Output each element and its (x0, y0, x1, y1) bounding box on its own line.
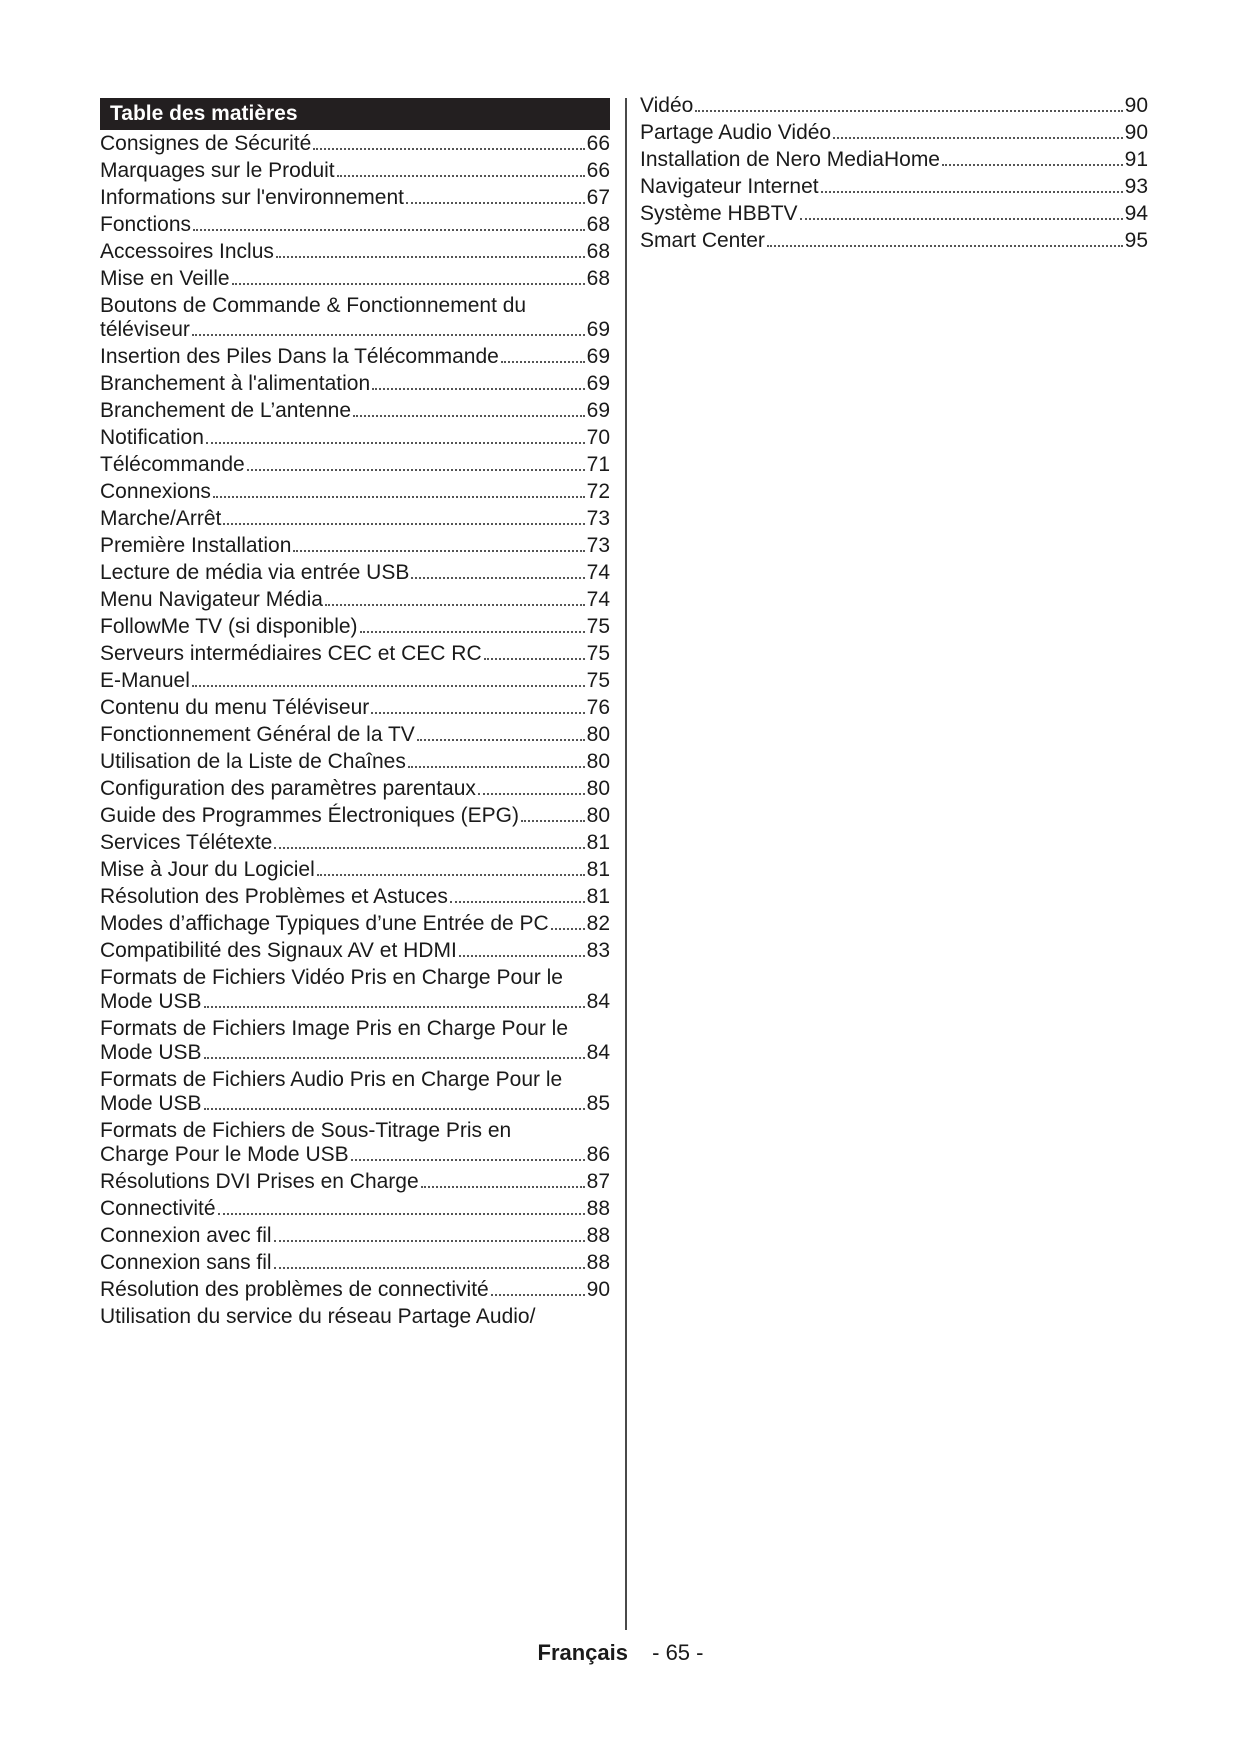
footer-page-number: - 65 - (652, 1640, 704, 1665)
toc-entry-leader-dots (247, 469, 585, 471)
toc-entry-leader-dots (417, 739, 585, 741)
toc-entry-leader-dots (767, 245, 1123, 247)
toc-entry-label: Fonctions (100, 212, 192, 236)
toc-entry-page: 68 (586, 212, 610, 236)
toc-entry-page: 88 (586, 1196, 610, 1220)
toc-entry (100, 343, 610, 370)
toc-entry-line (100, 615, 610, 639)
toc-entry-line (640, 229, 1148, 253)
toc-entry-line (100, 1143, 610, 1167)
toc-entry-leader-dots (942, 164, 1123, 166)
toc-entry-label: Connexion sans fil (100, 1250, 272, 1274)
toc-entry-line (100, 159, 610, 183)
toc-entry-label: Lecture de média via entrée USB (100, 560, 410, 584)
toc-entry-leader-dots (450, 901, 585, 903)
toc-entry (100, 532, 610, 559)
toc-entry-line (100, 912, 610, 936)
toc-entry-page: 73 (586, 506, 610, 530)
toc-entry-leader-dots (206, 442, 585, 444)
toc-entry-page: 80 (586, 776, 610, 800)
toc-entry-leader-dots (833, 137, 1123, 139)
toc-entry-page: 88 (586, 1250, 610, 1274)
toc-entry-label: Guide des Programmes Électroniques (EPG) (100, 803, 520, 827)
toc-entry-line (100, 750, 610, 774)
toc-entry-page: 90 (1124, 93, 1148, 117)
toc-entry-label: Marquages sur le Produit (100, 158, 335, 182)
toc-entry (100, 937, 610, 964)
toc-entry-line (100, 426, 610, 450)
toc-entry (100, 424, 610, 451)
page-footer (0, 1640, 1241, 1666)
toc-entry (100, 157, 610, 184)
toc-entry (100, 883, 610, 910)
toc-entry-line (100, 240, 610, 264)
toc-entry-page: 66 (586, 131, 610, 155)
toc-entry-label: Modes d’affichage Typiques d’une Entrée de PC (100, 911, 549, 935)
toc-entry-page: 67 (586, 185, 610, 209)
toc-entry-leader-dots (276, 256, 585, 258)
toc-entry (100, 370, 610, 397)
toc-entry-label: Mise à Jour du Logiciel (100, 857, 315, 881)
toc-entry-line (100, 318, 610, 342)
toc-entry-page: 70 (586, 425, 610, 449)
toc-left-column (100, 98, 610, 1330)
toc-entry (100, 1195, 610, 1222)
toc-entry-label: Mode USB (100, 1040, 202, 1064)
toc-entry-line (640, 121, 1148, 145)
toc-entry (640, 227, 1148, 254)
toc-entry-leader-dots (274, 1240, 585, 1242)
toc-entry-page: 68 (586, 239, 610, 263)
toc-entry-label: Navigateur Internet (640, 174, 819, 198)
toc-entry-leader-dots (551, 928, 585, 930)
toc-entry-page: 85 (586, 1091, 610, 1115)
toc-entry (100, 964, 610, 1015)
toc-entry (100, 1066, 610, 1117)
toc-entry (640, 200, 1148, 227)
toc-entry (100, 478, 610, 505)
toc-entry-line (100, 990, 610, 1014)
toc-entry-leader-dots (411, 577, 584, 579)
toc-entry-label-line1: Formats de Fichiers Image Pris en Charge Pour le (100, 1016, 569, 1040)
toc-entry-page: 72 (586, 479, 610, 503)
toc-entry-page: 95 (1124, 228, 1148, 252)
toc-entry-page: 74 (586, 587, 610, 611)
toc-entry-line (100, 831, 610, 855)
toc-entry-line (100, 1170, 610, 1194)
toc-entry-leader-dots (501, 361, 585, 363)
toc-entry-label: téléviseur (100, 317, 190, 341)
column-divider (625, 98, 627, 1630)
toc-entry (100, 130, 610, 157)
toc-entry-label: Mise en Veille (100, 266, 230, 290)
toc-entry-page: 90 (586, 1277, 610, 1301)
toc-trailing-entry: Utilisation du service du réseau Partage Audio/ (100, 1304, 536, 1328)
toc-entry-page: 76 (586, 695, 610, 719)
toc-entry-label: Charge Pour le Mode USB (100, 1142, 349, 1166)
toc-entry-leader-dots (406, 202, 585, 204)
toc-entry (100, 1222, 610, 1249)
toc-entry-leader-dots (218, 1213, 585, 1215)
toc-entry-label: Branchement de L’antenne (100, 398, 352, 422)
toc-entry-leader-dots (274, 1267, 585, 1269)
toc-entry-page: 84 (586, 1040, 610, 1064)
toc-entry-label: Consignes de Sécurité (100, 131, 312, 155)
toc-entry (640, 146, 1148, 173)
toc-entry-label: Mode USB (100, 1091, 202, 1115)
toc-entry-label: Notification (100, 425, 204, 449)
toc-entry-page: 69 (586, 398, 610, 422)
toc-entry-page: 80 (586, 722, 610, 746)
toc-entry-leader-dots (371, 712, 584, 714)
toc-entry (100, 910, 610, 937)
toc-entry (100, 802, 610, 829)
toc-entry-page: 66 (586, 158, 610, 182)
toc-entry-page: 94 (1124, 201, 1148, 225)
toc-entry (100, 1168, 610, 1195)
toc-entry-label-line1: Formats de Fichiers Audio Pris en Charge Pour le (100, 1067, 563, 1091)
toc-entry-label: Compatibilité des Signaux AV et HDMI (100, 938, 457, 962)
toc-entry-line (100, 885, 610, 909)
toc-entry-page: 81 (586, 857, 610, 881)
toc-entry-line (100, 1041, 610, 1065)
toc-entry (100, 292, 610, 343)
toc-entry (100, 856, 610, 883)
toc-entry-line (100, 132, 610, 156)
toc-entry-leader-dots (193, 229, 585, 231)
toc-entry-line (100, 345, 610, 369)
toc-entry-line (100, 372, 610, 396)
toc-entry-label-line1: Formats de Fichiers de Sous-Titrage Pris en (100, 1118, 512, 1142)
toc-entry (100, 694, 610, 721)
toc-entry-page: 68 (586, 266, 610, 290)
toc-entry-label: Connexions (100, 479, 211, 503)
toc-entry-line (100, 186, 610, 210)
toc-entry-line (100, 1251, 610, 1275)
toc-entry (640, 119, 1148, 146)
toc-entry-label-line1: Formats de Fichiers Vidéo Pris en Charge Pour le (100, 965, 563, 989)
toc-entry-leader-dots (459, 955, 585, 957)
toc-entry-leader-dots (337, 175, 585, 177)
toc-title: Table des matières (100, 98, 610, 130)
toc-entry (100, 505, 610, 532)
toc-entry-page: 69 (586, 344, 610, 368)
toc-entry-line (640, 148, 1148, 172)
toc-entry-line (640, 94, 1148, 118)
toc-entry-leader-dots (695, 110, 1122, 112)
toc-entry (640, 92, 1148, 119)
toc-entry (100, 559, 610, 586)
toc-entry-line (100, 804, 610, 828)
toc-entry-label: Mode USB (100, 989, 202, 1013)
toc-entry-page: 86 (586, 1142, 610, 1166)
toc-entry-page: 91 (1124, 147, 1148, 171)
toc-entry-page: 75 (586, 668, 610, 692)
toc-entry-leader-dots (192, 334, 585, 336)
toc-entry-label: Utilisation de la Liste de Chaînes (100, 749, 406, 773)
toc-entry-leader-dots (478, 793, 585, 795)
toc-entry (100, 640, 610, 667)
toc-entry-label: Smart Center (640, 228, 765, 252)
toc-entry-page: 81 (586, 884, 610, 908)
toc-entry-page: 81 (586, 830, 610, 854)
toc-entry (100, 397, 610, 424)
toc-entry-label: Menu Navigateur Média (100, 587, 323, 611)
toc-entry (100, 1249, 610, 1276)
toc-entry (100, 451, 610, 478)
toc-entry-leader-dots (800, 218, 1123, 220)
toc-entry (640, 173, 1148, 200)
toc-entry-line (100, 534, 610, 558)
toc-entry (100, 265, 610, 292)
toc-entry-leader-dots (313, 148, 584, 150)
toc-entry-label: Résolution des Problèmes et Astuces (100, 884, 448, 908)
toc-entry-page: 80 (586, 803, 610, 827)
toc-entry-leader-dots (353, 415, 585, 417)
toc-entry-page: 90 (1124, 120, 1148, 144)
toc-entry-line (100, 669, 610, 693)
toc-entry-label: Connexion avec fil (100, 1223, 272, 1247)
toc-entry-leader-dots (351, 1159, 585, 1161)
toc-entry (100, 667, 610, 694)
toc-entry (100, 238, 610, 265)
toc-entry-label: Télécommande (100, 452, 245, 476)
toc-entry-leader-dots (521, 820, 585, 822)
toc-entry (100, 1117, 610, 1168)
toc-entry-label: Configuration des paramètres parentaux (100, 776, 476, 800)
toc-right-list (640, 92, 1148, 254)
toc-entry (100, 211, 610, 238)
toc-entry-page: 69 (586, 317, 610, 341)
toc-entry (100, 748, 610, 775)
toc-entry-line (100, 267, 610, 291)
toc-entry-label: Partage Audio Vidéo (640, 120, 832, 144)
toc-entry-label: Résolution des problèmes de connectivité (100, 1277, 489, 1301)
toc-entry-label: FollowMe TV (si disponible) (100, 614, 358, 638)
toc-entry-leader-dots (192, 685, 585, 687)
toc-entry-label: Installation de Nero MediaHome (640, 147, 940, 171)
toc-entry-line (100, 588, 610, 612)
toc-entry-page: 71 (586, 452, 610, 476)
toc-entry-line (100, 723, 610, 747)
toc-entry-label: Résolutions DVI Prises en Charge (100, 1169, 419, 1193)
toc-entry-line (100, 1224, 610, 1248)
toc-entry-leader-dots (484, 658, 585, 660)
toc-entry-leader-dots (274, 847, 584, 849)
toc-entry-leader-dots (204, 1108, 585, 1110)
toc-entry (100, 613, 610, 640)
toc-entry-leader-dots (223, 523, 584, 525)
toc-entry-page: 69 (586, 371, 610, 395)
toc-entry-leader-dots (325, 604, 585, 606)
toc-entry-page: 80 (586, 749, 610, 773)
toc-entry-label-line1: Boutons de Commande & Fonctionnement du (100, 293, 527, 317)
toc-entry-label: Système HBBTV (640, 201, 798, 225)
toc-entry-page: 87 (586, 1169, 610, 1193)
toc-entry-line (100, 561, 610, 585)
toc-entry-label: Contenu du menu Téléviseur (100, 695, 370, 719)
toc-entry-label: Services Télétexte (100, 830, 273, 854)
toc-entry-leader-dots (491, 1294, 585, 1296)
toc-entry-page: 93 (1124, 174, 1148, 198)
toc-entry-label: Serveurs intermédiaires CEC et CEC RC (100, 641, 482, 665)
toc-left-list (100, 130, 610, 1303)
toc-entry (100, 1015, 610, 1066)
toc-entry-page: 73 (586, 533, 610, 557)
toc-entry-label: Marche/Arrêt (100, 506, 222, 530)
toc-entry-leader-dots (293, 550, 584, 552)
toc-entry-label: E-Manuel (100, 668, 190, 692)
toc-entry-label: Informations sur l'environnement (100, 185, 404, 209)
toc-entry (100, 586, 610, 613)
toc-entry-label: Fonctionnement Général de la TV (100, 722, 415, 746)
toc-entry-leader-dots (821, 191, 1123, 193)
toc-entry-label: Branchement à l'alimentation (100, 371, 371, 395)
toc-entry-page: 83 (586, 938, 610, 962)
toc-entry-line (100, 777, 610, 801)
toc-entry-page: 82 (586, 911, 610, 935)
toc-entry-leader-dots (204, 1006, 585, 1008)
toc-entry-leader-dots (421, 1186, 585, 1188)
toc-entry-page: 84 (586, 989, 610, 1013)
toc-entry-leader-dots (232, 283, 585, 285)
toc-entry-label: Vidéo (640, 93, 694, 117)
toc-entry-label: Insertion des Piles Dans la Télécommande (100, 344, 499, 368)
toc-entry (100, 1276, 610, 1303)
toc-entry (100, 721, 610, 748)
toc-entry (100, 775, 610, 802)
toc-right-column (640, 92, 1148, 254)
toc-entry-line (100, 453, 610, 477)
toc-entry-line (100, 696, 610, 720)
toc-entry-leader-dots (204, 1057, 585, 1059)
toc-entry-label: Connectivité (100, 1196, 216, 1220)
toc-entry-leader-dots (372, 388, 584, 390)
toc-entry-line (100, 213, 610, 237)
toc-entry-leader-dots (317, 874, 585, 876)
toc-entry-line (640, 175, 1148, 199)
toc-entry-line (100, 399, 610, 423)
toc-entry-leader-dots (360, 631, 585, 633)
toc-entry-page: 74 (586, 560, 610, 584)
toc-entry-page: 75 (586, 641, 610, 665)
toc-entry-line (100, 939, 610, 963)
toc-entry-line (100, 507, 610, 531)
toc-entry-line (640, 202, 1148, 226)
toc-entry-line (100, 642, 610, 666)
toc-entry-line (100, 858, 610, 882)
toc-entry-label: Première Installation (100, 533, 292, 557)
toc-entry-leader-dots (213, 496, 585, 498)
toc-entry-page: 88 (586, 1223, 610, 1247)
toc-entry-line (100, 1278, 610, 1302)
toc-entry-label: Accessoires Inclus (100, 239, 274, 263)
toc-entry-line (100, 1092, 610, 1116)
footer-language: Français (537, 1640, 628, 1665)
toc-entry (100, 184, 610, 211)
toc-entry-page: 75 (586, 614, 610, 638)
toc-entry (100, 829, 610, 856)
toc-entry-line (100, 480, 610, 504)
toc-entry-line (100, 1197, 610, 1221)
toc-entry-leader-dots (408, 766, 585, 768)
